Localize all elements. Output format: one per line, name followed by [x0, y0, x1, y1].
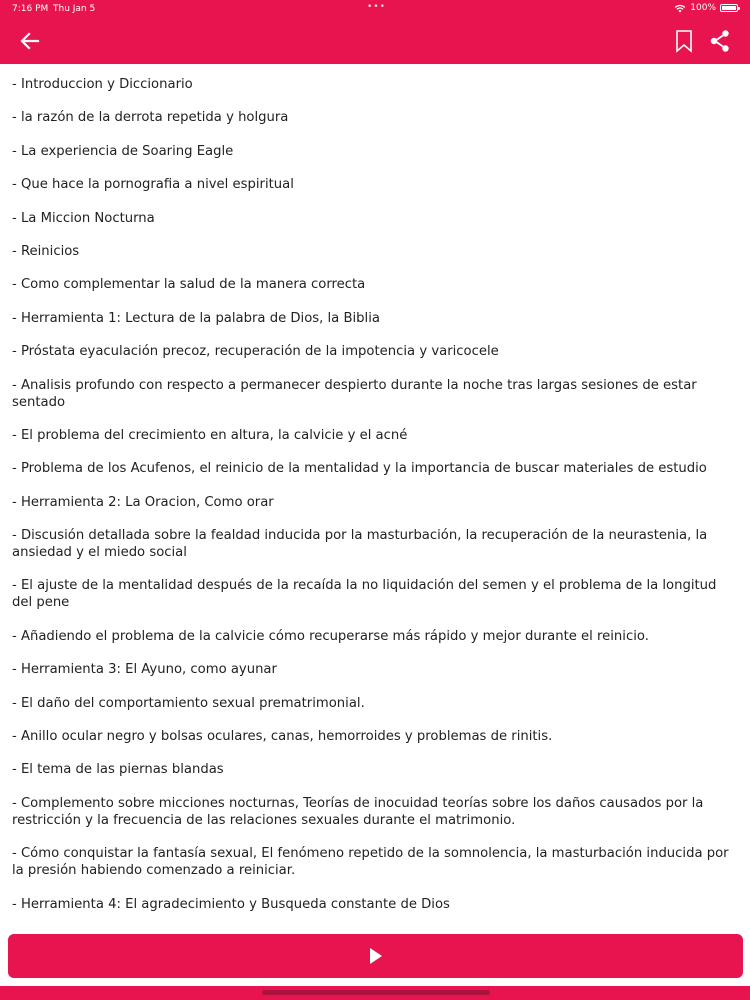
topic-item: - la razón de la derrota repetida y holgura	[12, 110, 289, 126]
topic-item: - Herramienta 1: Lectura de la palabra de Dios, la Biblia	[12, 310, 380, 326]
topic-item: - Próstata eyaculación precoz, recuperación de la impotencia y varicocele	[12, 344, 499, 360]
arrow-left-icon[interactable]	[18, 29, 42, 53]
topic-item: - La experiencia de Soaring Eagle	[12, 143, 234, 159]
topic-item: - Herramienta 3: El Ayuno, como ayunar	[12, 662, 277, 678]
content-area[interactable]	[0, 64, 750, 930]
topic-item: - El daño del comportamiento sexual prematrimonial.	[12, 695, 365, 711]
topic-item: - La Miccion Nocturna	[12, 210, 155, 226]
battery-fill	[722, 6, 736, 10]
play-icon	[369, 947, 383, 965]
play-button[interactable]	[8, 934, 743, 978]
topic-item: - Que hace la pornografia a nivel espiritual	[12, 177, 294, 193]
topic-item: - El ajuste de la mentalidad después de la recaída la no liquidación del semen y el problema de la longitud del pene	[12, 578, 717, 611]
status-right	[674, 3, 738, 13]
status-time: 7:16 PM	[12, 4, 49, 14]
battery-icon	[720, 4, 738, 12]
status-bar	[0, 0, 750, 18]
share-icon[interactable]	[708, 29, 732, 53]
topic-item: - Anillo ocular negro y bolsas oculares, canas, hemorroides y problemas de rinitis.	[12, 729, 553, 745]
topic-item: - Complemento sobre micciones nocturnas, Teorías de inocuidad teorías sobre los daños causados por la restricción y la frecuencia de las relaciones sexuales durante el matrimonio.	[12, 795, 704, 828]
topic-item: - Herramienta 4: El agradecimiento y Busqueda constante de Dios	[12, 896, 450, 912]
topic-item: - Reinicios	[12, 243, 80, 259]
topic-item: - Problema de los Acufenos, el reinicio de la mentalidad y la importancia de buscar materiales de estudio	[12, 461, 707, 477]
bottom-bar	[0, 930, 750, 1000]
topic-item: - Herramienta 2: La Oracion, Como orar	[12, 494, 274, 510]
home-indicator[interactable]	[262, 990, 490, 995]
topic-item: - El tema de las piernas blandas	[12, 762, 224, 778]
multitask-dots[interactable]: •••	[367, 2, 386, 12]
topic-item: - Introduccion y Diccionario	[12, 77, 193, 92]
battery-percent: 100%	[690, 3, 716, 13]
bookmark-icon[interactable]	[673, 29, 695, 53]
topic-item: - Como complementar la salud de la manera correcta	[12, 277, 366, 293]
wifi-icon	[674, 4, 686, 13]
topic-list	[0, 64, 750, 963]
topic-item: - Discusión detallada sobre la fealdad inducida por la masturbación, la recuperación de la neurastenia, la ansiedad y el miedo social	[12, 528, 708, 561]
status-date: Thu Jan 5	[53, 4, 96, 14]
toolbar	[0, 18, 750, 64]
topic-item: - Analisis profundo con respecto a permanecer despierto durante la noche tras largas sesiones de estar sentado	[12, 377, 697, 410]
topic-item: - Cómo conquistar la fantasía sexual, El fenómeno repetido de la somnolencia, la masturbación inducida por la presión habiendo comenzado a reiniciar.	[12, 846, 729, 879]
topic-item: - El problema del crecimiento en altura, la calvicie y el acné	[12, 427, 408, 443]
topic-item: - Añadiendo el problema de la calvicie cómo recuperarse más rápido y mejor durante el reinicio.	[12, 628, 649, 644]
